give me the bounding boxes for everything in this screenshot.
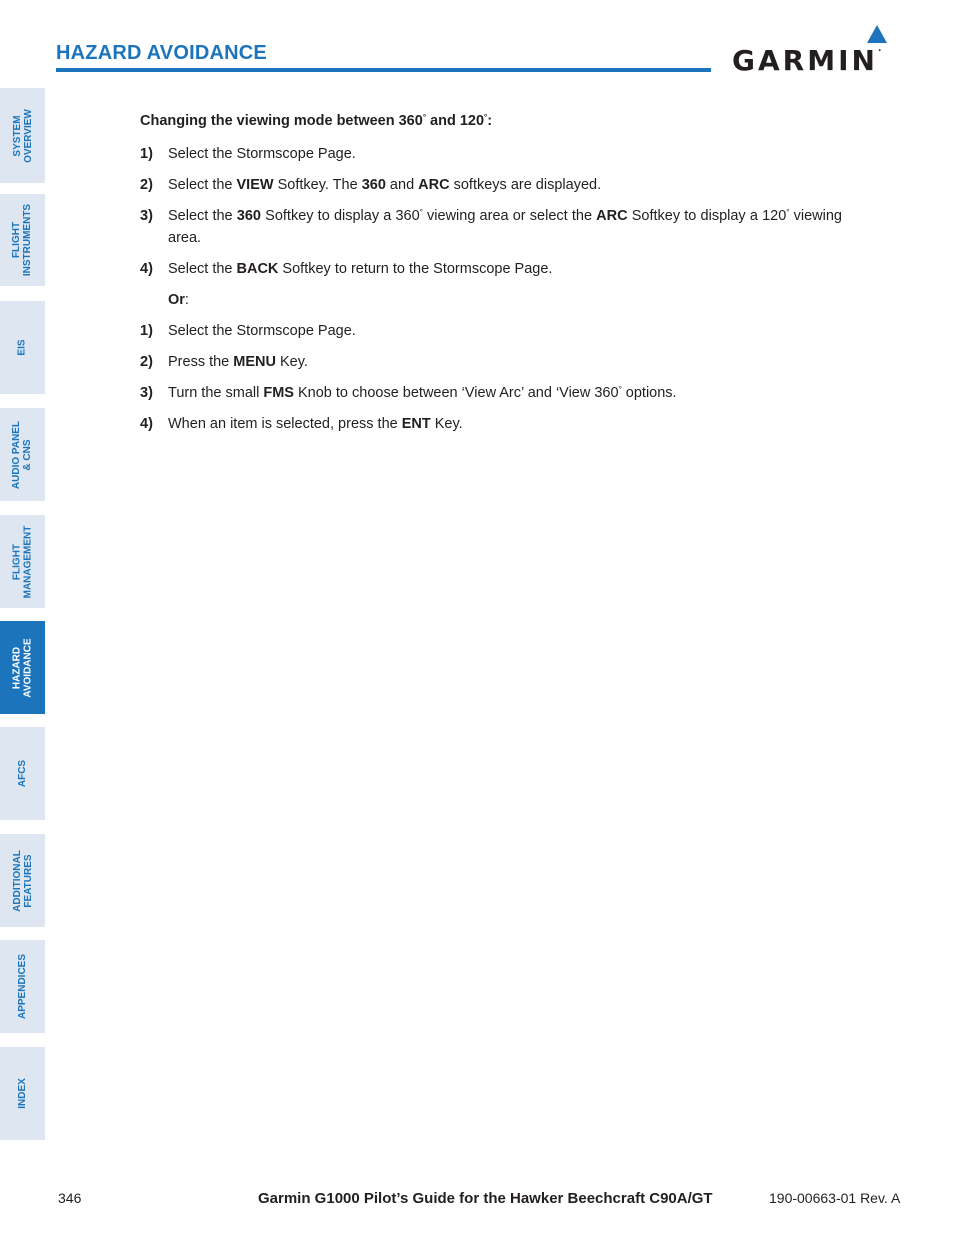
360-softkey: 360 [361, 177, 386, 193]
tab-label: ADDITIONAL FEATURES [11, 849, 34, 912]
tab-label: INDEX [17, 1078, 28, 1109]
menu-key: MENU [233, 354, 276, 370]
tab-label: AUDIO PANEL & CNS [11, 420, 34, 489]
tab-label: FLIGHT INSTRUMENTS [11, 203, 34, 277]
tab-label: FLIGHT MANAGEMENT [11, 525, 34, 598]
tab-eis[interactable] [0, 301, 45, 394]
tab-index[interactable] [0, 1047, 45, 1140]
ent-key: ENT [401, 416, 431, 432]
procedure-content [140, 110, 842, 444]
arc-softkey: ARC [418, 177, 450, 193]
section-title: HAZARD AVOIDANCE [56, 42, 267, 64]
tab-label: APPENDICES [17, 953, 29, 1020]
tab-audio-panel-cns[interactable] [0, 408, 45, 501]
procedure-heading: Changing the viewing mode between 360° and 120°: [140, 113, 493, 129]
header-rule [56, 68, 711, 72]
tab-flight-management[interactable] [0, 515, 45, 608]
page-number: 346 [58, 1190, 82, 1206]
fms-knob: FMS [263, 385, 294, 401]
section-tabs [0, 0, 45, 1235]
tab-system-overview[interactable] [0, 88, 45, 183]
tab-label: EIS [17, 339, 28, 356]
procedure-step: 1) Select the Stormscope Page. [140, 323, 356, 339]
tab-label: SYSTEM OVERVIEW [11, 108, 34, 163]
tab-appendices[interactable] [0, 940, 45, 1033]
procedure-step: 2) Press the MENU Key. [140, 354, 308, 370]
view-softkey: VIEW [236, 177, 274, 193]
garmin-logo-text: GARMIN [732, 44, 878, 77]
garmin-triangle-icon [866, 24, 888, 44]
procedure-step: 3) Turn the small FMS Knob to choose between ‘View Arc’ and ‘View 360° options. [140, 385, 677, 401]
tab-label: AFCS [16, 759, 28, 788]
procedure-step: 1) Select the Stormscope Page. [140, 146, 356, 162]
arc-softkey: ARC [596, 208, 628, 224]
procedure-step: 4) When an item is selected, press the ENT Key. [140, 416, 463, 432]
document-number: 190-00663-01 Rev. A [769, 1190, 901, 1206]
procedure-step: 4) Select the BACK Softkey to return to the Stormscope Page. [140, 261, 553, 277]
tab-label: HAZARD AVOIDANCE [11, 637, 34, 698]
tab-additional-features[interactable] [0, 834, 45, 927]
360-softkey: 360 [236, 208, 261, 224]
tab-afcs[interactable] [0, 727, 45, 820]
guide-title: Garmin G1000 Pilot’s Guide for the Hawker Beechcraft C90A/GT [258, 1190, 713, 1207]
procedure-step: 3) Select the 360 Softkey to display a 360° viewing area or select the ARC Softkey to display a 120° viewing area. [140, 208, 842, 246]
registered-mark: . [877, 44, 885, 54]
tab-flight-instruments[interactable] [0, 194, 45, 286]
garmin-logo [732, 24, 902, 76]
back-softkey: BACK [236, 261, 279, 277]
tab-hazard-avoidance[interactable] [0, 621, 45, 714]
procedure-step: 2) Select the VIEW Softkey. The 360 and ARC softkeys are displayed. [140, 177, 602, 193]
or-separator: Or: [168, 292, 189, 308]
